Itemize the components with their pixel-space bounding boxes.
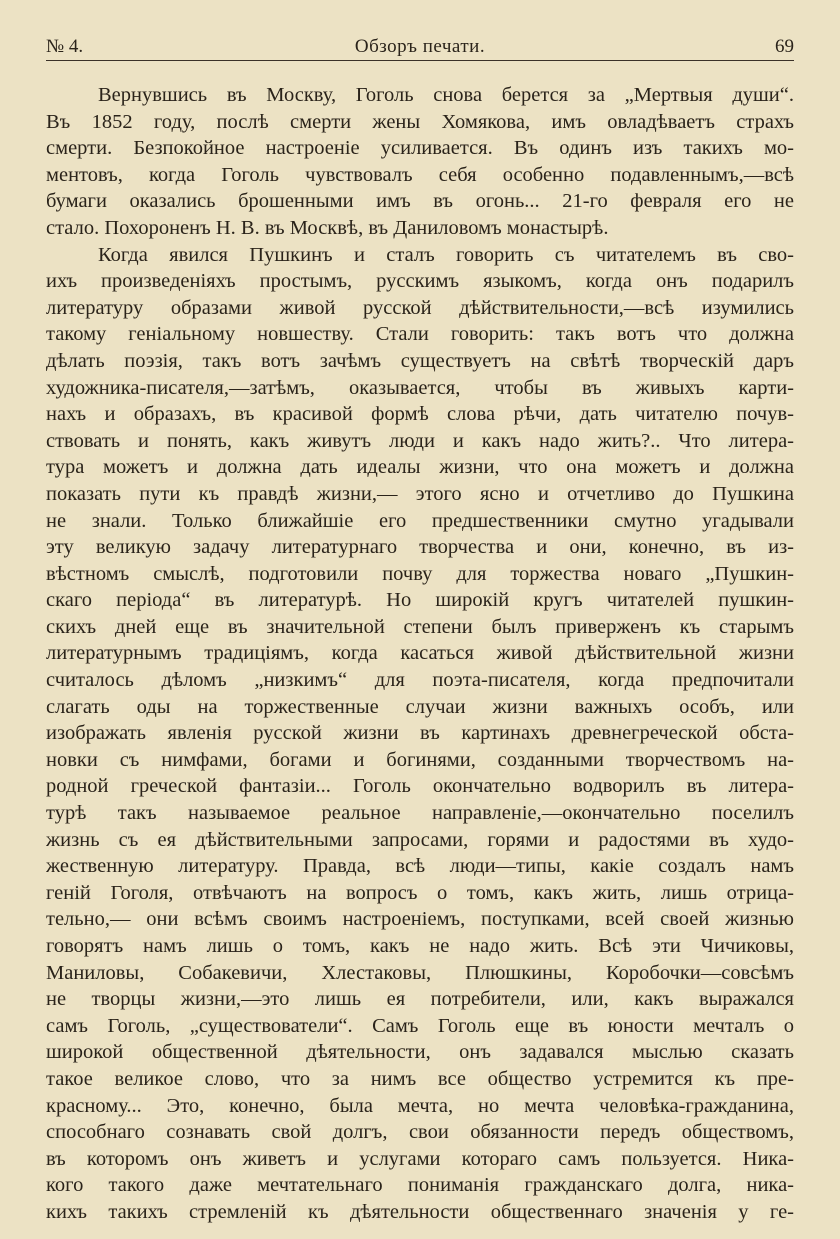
text-line: тура можетъ и должна дать идеалы жизни, что она можетъ и должна	[46, 456, 794, 479]
text-line: литературнымъ традиціямъ, когда касаться живой дѣйствительной жизни	[46, 642, 794, 665]
text-line: стало. Похороненъ Н. В. въ Москвѣ, въ Даниловомъ монастырѣ.	[46, 216, 609, 239]
text-line: широкой общественной дѣятельности, онъ задавался мыслью сказать	[46, 1041, 794, 1064]
text-line: кого такого даже мечтательнаго пониманія гражданскаго долга, ника-	[46, 1174, 794, 1197]
section-title: Обзоръ печати.	[354, 36, 486, 57]
text-line: изображать явленія русской жизни въ картинахъ древнегреческой обста-	[46, 722, 794, 745]
text-line: художника-писателя,—затѣмъ, оказывается, чтобы въ живыхъ карти-	[46, 376, 794, 399]
text-line: красному... Это, конечно, была мечта, но мечта человѣка-гражданина,	[46, 1094, 794, 1117]
text-line: говорятъ намъ лишь о томъ, какъ не надо жить. Всѣ эти Чичиковы,	[46, 935, 794, 957]
header-rule	[46, 60, 794, 61]
text-line: считалось дѣломъ „низкимъ“ для поэта-писателя, когда предпочитали	[46, 669, 794, 692]
text-line: ментовъ, когда Гоголь чувствовалъ себя особенно подавленнымъ,—всѣ	[46, 163, 794, 186]
text-line: способнаго сознавать свой долгъ, свои обязанности передъ обществомъ,	[46, 1121, 794, 1144]
text-line: кихъ такихъ стремленій къ дѣятельности общественнаго значенія у ге-	[46, 1200, 794, 1223]
text-line: новки съ нимфами, богами и богинями, созданными творчествомъ на-	[46, 748, 794, 771]
text-line: жизнь съ ея дѣйствительными запросами, горями и радостями въ худо-	[46, 828, 794, 851]
text-line: родной греческой фантазіи... Гоголь окончательно водворилъ въ литера-	[46, 775, 794, 798]
text-line: турѣ такъ называемое реальное направленіе,—окончательно поселилъ	[46, 802, 794, 825]
text-line: не знали. Только ближайшіе его предшественники смутно угадывали	[46, 509, 794, 532]
text-line: самъ Гоголь, „существователи“. Самъ Гоголь еще въ юности мечталъ о	[46, 1014, 794, 1037]
text-line: скаго періода“ въ литературѣ. Но широкій кругъ читателей пушкин-	[46, 589, 794, 612]
issue-number: № 4.	[46, 36, 84, 57]
text-line: ихъ произведеніяхъ простымъ, русскимъ языкомъ, когда онъ подарилъ	[46, 270, 794, 293]
page	[46, 30, 794, 1223]
text-line: дѣлать поэзія, такъ вотъ зачѣмъ существуетъ на свѣтѣ творческій даръ	[46, 349, 794, 372]
text-line: геній Гоголя, отвѣчаютъ на вопросъ о томъ, какъ жить, лишь отрица-	[46, 881, 794, 904]
text-line: въ которомъ онъ живетъ и услугами котораго самъ пользуется. Ника-	[46, 1147, 794, 1170]
text-line: Маниловы, Собакевичи, Хлестаковы, Плюшкины, Коробочки—совсѣмъ	[46, 961, 794, 984]
text-line: литературу образами живой русской дѣйствительности,—всѣ изумились	[46, 296, 794, 319]
text-line: эту великую задачу литературнаго творчества и они, конечно, въ из-	[46, 536, 794, 559]
text-line: Когда явился Пушкинъ и сталъ говорить съ читателемъ въ сво-	[98, 243, 794, 266]
page-number: 69	[775, 36, 794, 57]
text-line: ствовать и понять, какъ живутъ люди и какъ надо жить?.. Что литера-	[46, 429, 794, 452]
text-line: не творцы жизни,—это лишь ея потребители, или, какъ выражался	[46, 988, 794, 1011]
text-line: показать пути къ правдѣ жизни,— этого ясно и отчетливо до Пушкина	[46, 482, 794, 505]
text-line: тельно,— они всѣмъ своимъ настроеніемъ, поступками, всей своей жизнью	[46, 908, 794, 931]
text-line: бумаги оказались брошенными имъ въ огонь... 21-го февраля его не	[46, 190, 794, 213]
text-line: жественную литературу. Правда, всѣ люди—типы, какіе создалъ намъ	[46, 855, 794, 878]
text-line: нахъ и образахъ, въ красивой формѣ слова рѣчи, дать читателю почув-	[46, 403, 794, 426]
text-line: такому геніальному новшеству. Стали говорить: такъ вотъ что должна	[46, 323, 794, 346]
running-header	[46, 30, 794, 60]
text-line: такое великое слово, что за нимъ все общество устремится къ пре-	[46, 1067, 794, 1090]
text-line: Въ 1852 году, послѣ смерти жены Хомякова, имъ овладѣваетъ страхъ	[46, 110, 794, 133]
body-text	[46, 82, 794, 1226]
text-line: вѣстномъ смыслѣ, подготовили почву для торжества новаго „Пушкин-	[46, 562, 794, 585]
text-line: Вернувшись въ Москву, Гоголь снова берется за „Мертвыя души“.	[98, 84, 794, 106]
paragraph	[46, 242, 794, 1226]
text-line: слагать оды на торжественные случаи жизни важныхъ особъ, или	[46, 695, 794, 718]
paragraph	[46, 82, 794, 242]
text-line: смерти. Безпокойное настроеніе усиливается. Въ одинъ изъ такихъ мо-	[46, 137, 794, 160]
text-line: скихъ дней еще въ значительной степени былъ приверженъ къ старымъ	[46, 615, 794, 638]
